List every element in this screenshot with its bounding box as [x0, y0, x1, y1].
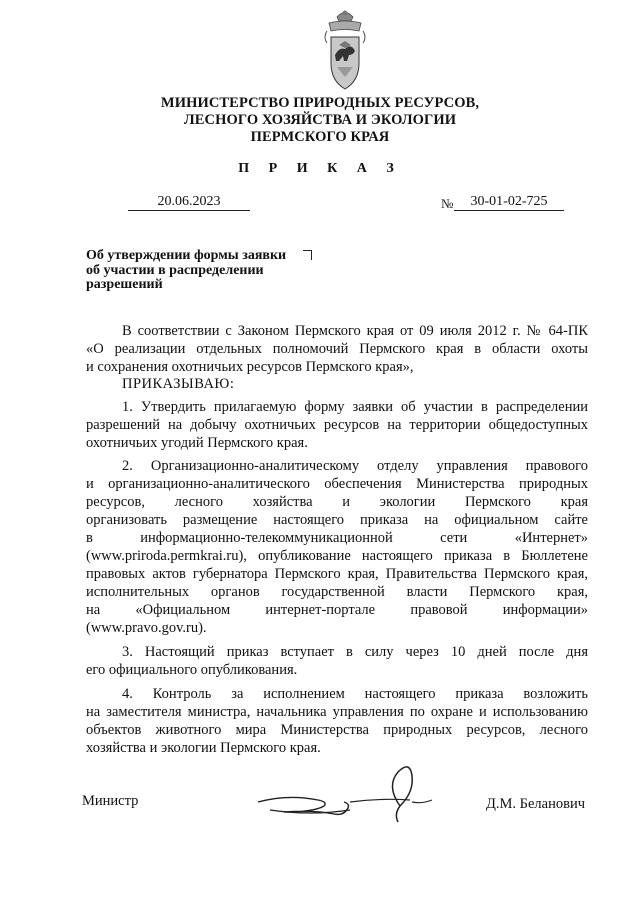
item-line: и организационно-аналитического обеспечения Министерства природных [86, 476, 588, 492]
number-label: № [441, 196, 454, 211]
preamble-line: В соответствии с Законом Пермского края от 09 июля 2012 г. № 64-ПК [122, 323, 588, 339]
item-line: организовать размещение настоящего приказа на официальном сайте [86, 512, 588, 528]
item-4-paragraph [86, 685, 588, 757]
item-3-paragraph [86, 643, 588, 679]
ministry-name-line1: МИНИСТЕРСТВО ПРИРОДНЫХ РЕСУРСОВ, [160, 95, 480, 111]
item-2-paragraph [86, 457, 588, 637]
item-line: ресурсов, лесного хозяйства и экологии Пермского края [86, 494, 588, 510]
item-line: (www.priroda.permkrai.ru), опубликование настоящего приказа в Бюллетене [86, 548, 588, 564]
ministry-name-line3: ПЕРМСКОГО КРАЯ [250, 129, 390, 145]
subject-line: разрешений [86, 277, 163, 292]
item-line: 4. Контроль за исполнением настоящего приказа возложить [122, 686, 588, 702]
item-line: хозяйства и экологии Пермского края. [86, 740, 321, 756]
item-line: 3. Настоящий приказ вступает в силу через 10 дней после дня [122, 644, 588, 660]
preamble-line: «О реализации отдельных полномочий Пермского края в области охоты [86, 341, 588, 357]
item-line: правовых актов губернатора Пермского края, Правительства Пермского края, [86, 566, 588, 582]
item-line: на заместителя министра, начальника управления по охране и использованию [86, 704, 588, 720]
signatory-name: Д.М. Беланович [486, 796, 586, 812]
item-line: (www.pravo.gov.ru). [86, 620, 207, 636]
item-line: разрешений на добычу охотничьих ресурсов на территории общедоступных [86, 417, 588, 433]
item-line: в информационно-телекоммуникационной сети «Интернет» [86, 530, 588, 546]
item-line: на «Официальном интернет-портале правовой информации» [86, 602, 588, 618]
preamble-paragraph [86, 322, 588, 376]
perm-krai-coat-of-arms-icon [319, 7, 371, 93]
order-subject [86, 249, 326, 293]
item-line: исполнительных органов государственной власти Пермского края, [86, 584, 588, 600]
subject-line: Об утверждении формы заявки [86, 248, 287, 263]
signatory-title: Министр [82, 793, 139, 809]
item-line: охотничьих угодий Пермского края. [86, 435, 308, 451]
order-date: 20.06.2023 [128, 194, 250, 211]
subject-line: об участии в распределении [86, 262, 264, 278]
item-line: 2. Организационно-аналитическому отделу управления правового [122, 458, 588, 474]
item-line: объектов животного мира Министерства природных ресурсов, лесного [86, 722, 588, 738]
order-number: 30-01-02-725 [454, 194, 564, 211]
subject-corner-mark [303, 250, 312, 260]
preamble-line: и сохранения охотничьих ресурсов Пермского края», [86, 359, 414, 375]
item-line: 1. Утвердить прилагаемую форму заявки об участии в распределении [122, 399, 588, 415]
document-type-heading: П Р И К А З [238, 161, 402, 176]
handwritten-signature-icon [250, 762, 440, 828]
item-line: его официального опубликования. [86, 662, 298, 678]
order-word: ПРИКАЗЫВАЮ: [122, 376, 235, 392]
item-1-paragraph [86, 398, 588, 452]
ministry-name-line2: ЛЕСНОГО ХОЗЯЙСТВА И ЭКОЛОГИИ [183, 112, 457, 128]
